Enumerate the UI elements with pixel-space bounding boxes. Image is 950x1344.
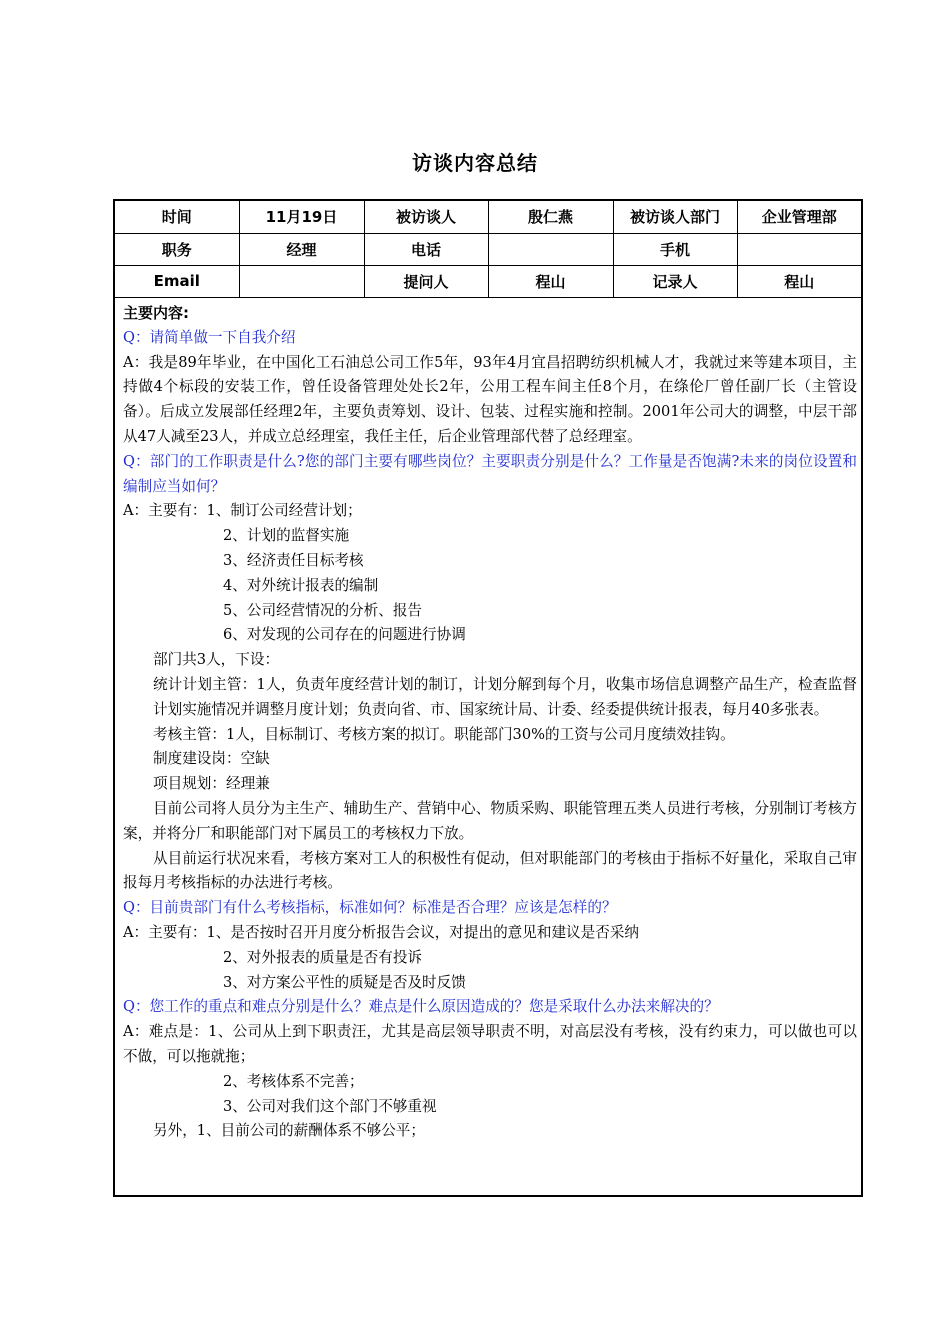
info-table	[115, 201, 861, 298]
additional-note: 另外，1、目前公司的薪酬体系不够公平；	[153, 1122, 425, 1140]
list-item: 3、对方案公平性的质疑是否及时反馈	[223, 973, 466, 991]
label-email: Email	[115, 265, 239, 297]
value-recorder: 程山	[737, 265, 861, 297]
content-heading: 主要内容:	[123, 304, 189, 322]
value-time: 11月19日	[239, 201, 364, 233]
answer-intro: A：我是89年毕业，在中国化工石油总公司工作5年，93年4月宜昌招聘纺织机械人才，我就过来等建本项目，主持做4个标段的安装工作，曾任设备管理处处长2年，公用工程车间主任8个月，在绦伦厂曾任副厂长（主管设备）。后成立发展部任经理2年，主要负责筹划、设计、包装、过程实施和控制。2001年公司大的调整，中层干部从47人减至23人，并成立总经理室，我任主任，后企业管理部代替了总经理室。	[123, 353, 857, 445]
label-time: 时间	[115, 201, 239, 233]
staff-intro: 部门共3人，下设：	[153, 651, 280, 669]
value-department: 企业管理部	[737, 201, 861, 233]
label-mobile: 手机	[613, 233, 737, 265]
table-row	[115, 233, 861, 265]
value-position: 经理	[239, 233, 364, 265]
label-phone: 电话	[364, 233, 488, 265]
staff-project: 项目规划：经理兼	[153, 775, 270, 793]
list-item: 3、公司对我们这个部门不够重视	[223, 1097, 437, 1115]
label-position: 职务	[115, 233, 239, 265]
question-duties: Q：部门的工作职责是什么?您的部门主要有哪些岗位？主要职责分别是什么？工作量是否饱满?未来的岗位设置和编制应当如何？	[123, 452, 857, 495]
answer-duties: A：主要有：1、制订公司经营计划；	[123, 502, 362, 520]
staff-system: 制度建设岗：空缺	[153, 750, 270, 768]
label-questioner: 提问人	[364, 265, 488, 297]
question-difficulties: Q：您工作的重点和难点分别是什么？难点是什么原因造成的？您是采取什么办法来解决的？	[123, 998, 719, 1016]
interview-content	[123, 301, 857, 1144]
list-item: 2、对外报表的质量是否有投诉	[223, 948, 423, 966]
label-recorder: 记录人	[613, 265, 737, 297]
answer-difficulties: A：难点是：1、公司从上到下职责汪，尤其是高层领导职责不明，对高层没有考核，没有约束力，可以做也可以不做，可以拖就拖；	[123, 1023, 857, 1065]
label-department: 被访谈人部门	[613, 201, 737, 233]
staff-assessment: 考核主管：1人，目标制订、考核方案的拟订。职能部门30%的工资与公司月度绩效挂钩。	[153, 725, 735, 743]
page-title: 访谈内容总结	[412, 151, 538, 175]
table-row	[115, 201, 861, 233]
list-item: 3、经济责任目标考核	[223, 551, 364, 569]
question-indicators: Q：目前贵部门有什么考核指标，标准如何？标准是否合理？应该是怎样的？	[123, 899, 617, 917]
value-phone	[488, 233, 613, 265]
answer-indicators: A：主要有：1、是否按时召开月度分析报告会议，对提出的意见和建议是否采纳	[123, 923, 640, 941]
list-item: 2、计划的监督实施	[223, 527, 350, 545]
question-intro: Q：请简单做一下自我介绍	[123, 328, 296, 346]
label-interviewee: 被访谈人	[364, 201, 488, 233]
value-mobile	[737, 233, 861, 265]
interview-form	[113, 199, 863, 1197]
list-item: 2、考核体系不完善；	[223, 1072, 364, 1090]
value-interviewee: 殷仁燕	[488, 201, 613, 233]
paragraph-classification: 目前公司将人员分为主生产、辅助生产、营销中心、物质采购、职能管理五类人员进行考核，分别制订考核方案，并将分厂和职能部门对下属员工的考核权力下放。	[123, 799, 857, 842]
staff-planning: 统计计划主管：1人，负责年度经营计划的制订，计划分解到每个月，收集市场信息调整产品生产，检查监督计划实施情况并调整月度计划；负责向省、市、国家统计局、计委、经委提供统计报表，每月40多张表。	[153, 675, 857, 718]
list-item: 5、公司经营情况的分析、报告	[223, 601, 423, 619]
value-email	[239, 265, 364, 297]
list-item: 6、对发现的公司存在的问题进行协调	[223, 626, 466, 644]
table-row	[115, 265, 861, 297]
paragraph-status: 从目前运行状况来看，考核方案对工人的积极性有促动，但对职能部门的考核由于指标不好量化，采取自己审报每月考核指标的办法进行考核。	[123, 849, 857, 892]
value-questioner: 程山	[488, 265, 613, 297]
list-item: 4、对外统计报表的编制	[223, 576, 379, 594]
